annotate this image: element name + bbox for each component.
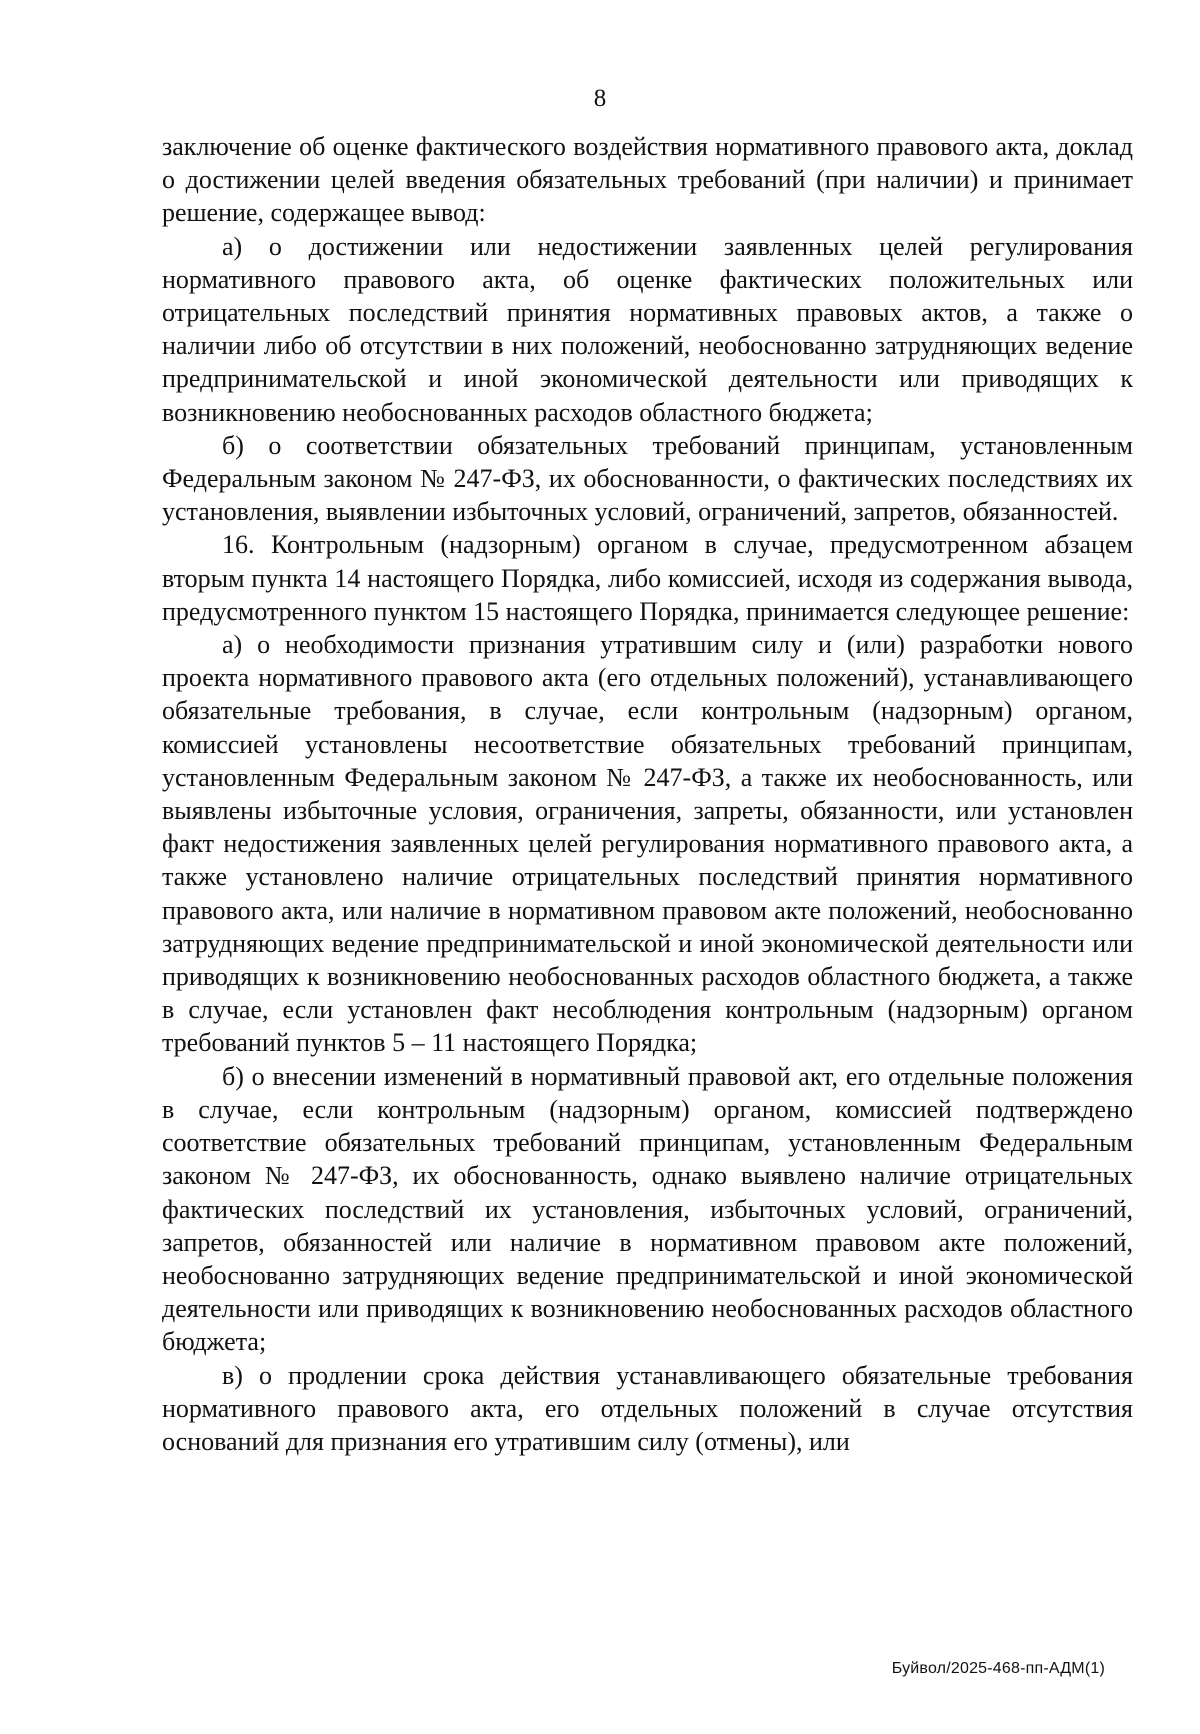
paragraph-16a: а) о необходимости признания утратившим силу и (или) разработки нового проекта нормативного правового акта (его отдельных положений), устанавливающего обязательные требования, в случае, если контрольным (надзорным) органом, комиссией установлены несоответствие обязательных требований принципам, установленным Федеральным законом № 247-ФЗ, а также их необоснованность, или выявлены избыточные условия, ограничения, запреты, обязанности, или установлен факт недостижения заявленных целей регулирования нормативного правового акта, а также установлено наличие отрицательных последствий принятия нормативного правового акта, или наличие в нормативном правовом акте положений, необоснованно затрудняющих ведение предпринимательской и иной экономической деятельности или приводящих к возникновению необоснованных расходов областного бюджета, а также в случае, если установлен факт несоблюдения контрольным (надзорным) органом требований пунктов 5 – 11 настоящего Порядка;: [162, 630, 1133, 1058]
paragraph-intro: заключение об оценке фактического воздействия нормативного правового акта, доклад о достижении целей введения обязательных требований (при наличии) и принимает решение, содержащее вывод:: [162, 132, 1133, 228]
document-reference-code: Буйвол/2025-468-пп-АДМ(1): [891, 1660, 1105, 1677]
page-number: 8: [593, 85, 607, 112]
paragraph-15a: а) о достижении или недостижении заявленных целей регулирования нормативного правового акта, об оценке фактических положительных или отрицательных последствий принятия нормативных правовых актов, а также о наличии либо об отсутствии в них положений, необоснованно затрудняющих ведение предпринимательской и иной экономической деятельности или приводящих к возникновению необоснованных расходов областного бюджета;: [162, 231, 1133, 427]
paragraph-16b: б) о внесении изменений в нормативный правовой акт, его отдельные положения в случае, если контрольным (надзорным) органом, комиссией подтверждено соответствие обязательных требований принципам, установленным Федеральным законом № 247-ФЗ, их обоснованность, однако выявлено наличие отрицательных фактических последствий их установления, избыточных условий, ограничений, запретов, обязанностей или наличие в нормативном правовом акте положений, необоснованно затрудняющих ведение предпринимательской и иной экономической деятельности или приводящих к возникновению необоснованных расходов областного бюджета;: [162, 1061, 1133, 1357]
document-body: [162, 130, 1133, 1458]
paragraph-16v: в) о продлении срока действия устанавливающего обязательные требования нормативного правового акта, его отдельных положений в случае отсутствия оснований для признания его утратившим силу (отмены), или: [162, 1360, 1133, 1456]
paragraph-15b: б) о соответствии обязательных требований принципам, установленным Федеральным законом № 247-ФЗ, их обоснованности, о фактических последствиях их установления, выявлении избыточных условий, ограничений, запретов, обязанностей.: [162, 430, 1133, 527]
paragraph-16: 16. Контрольным (надзорным) органом в случае, предусмотренном абзацем вторым пункта 14 настоящего Порядка, либо комиссией, исходя из содержания вывода, предусмотренного пунктом 15 настоящего Порядка, принимается следующее решение:: [162, 530, 1133, 626]
